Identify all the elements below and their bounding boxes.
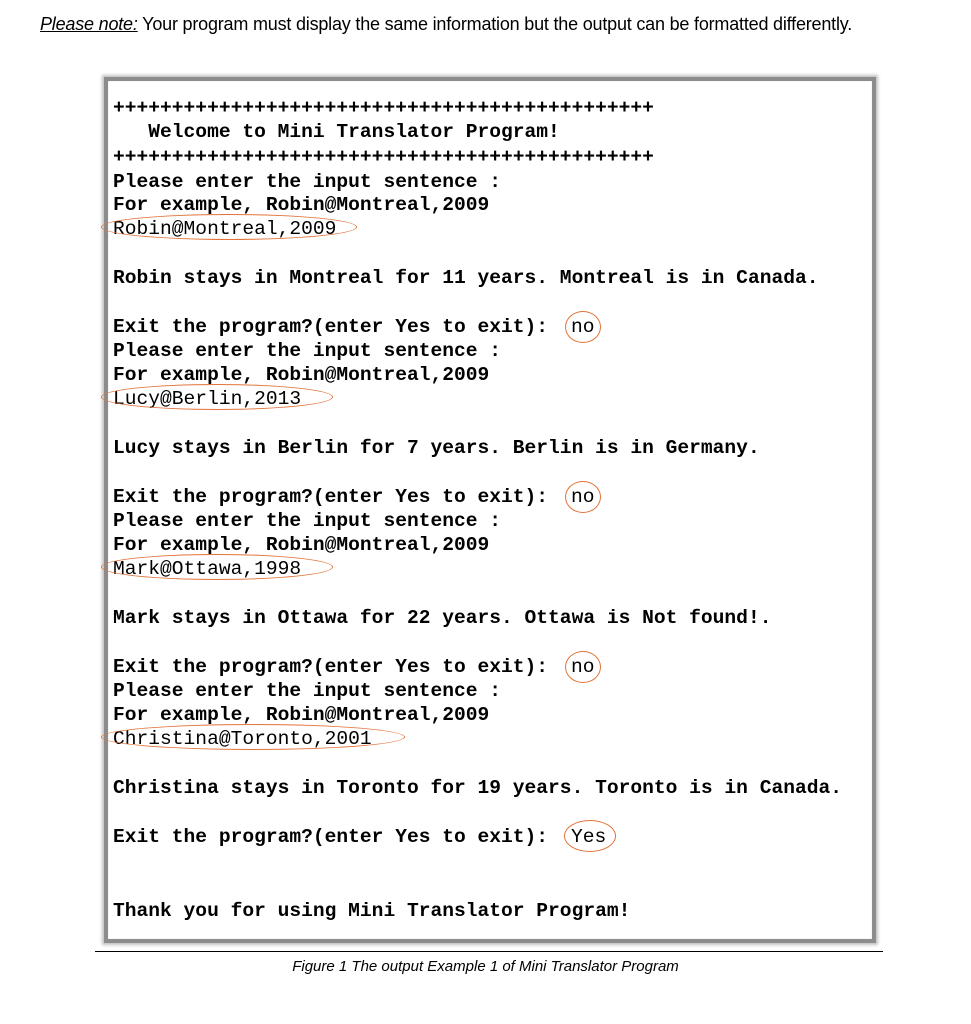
input-example: For example, Robin@Montreal,2009 — [113, 534, 490, 556]
welcome-message: Welcome to Mini Translator Program! — [113, 121, 560, 143]
exit-answer: no — [571, 656, 595, 678]
goodbye-message: Thank you for using Mini Translator Program! — [113, 900, 631, 922]
translation-result: Robin stays in Montreal for 11 years. Montreal is in Canada. — [113, 267, 819, 289]
input-prompt: Please enter the input sentence : — [113, 340, 502, 362]
user-input: Lucy@Berlin,2013 — [113, 388, 302, 410]
translation-result: Mark stays in Ottawa for 22 years. Ottawa is Not found!. — [113, 607, 772, 629]
exit-prompt: Exit the program?(enter Yes to exit): — [113, 656, 549, 678]
exit-prompt: Exit the program?(enter Yes to exit): — [113, 486, 549, 508]
input-prompt: Please enter the input sentence : — [113, 510, 502, 532]
banner-bottom: ++++++++++++++++++++++++++++++++++++++++++++++ — [113, 146, 654, 168]
user-input: Christina@Toronto,2001 — [113, 728, 372, 750]
please-note-text: Your program must display the same information but the output can be formatted differently. — [137, 14, 853, 34]
input-example: For example, Robin@Montreal,2009 — [113, 194, 490, 216]
exit-prompt: Exit the program?(enter Yes to exit): — [113, 316, 549, 338]
please-note — [40, 14, 852, 35]
figure-caption: Figure 1 The output Example 1 of Mini Translator Program — [292, 958, 679, 975]
caption-rule — [95, 951, 883, 952]
user-input: Robin@Montreal,2009 — [113, 218, 337, 240]
input-example: For example, Robin@Montreal,2009 — [113, 704, 490, 726]
input-example: For example, Robin@Montreal,2009 — [113, 364, 490, 386]
exit-prompt: Exit the program?(enter Yes to exit): — [113, 826, 549, 848]
please-note-label: Please note: — [40, 14, 138, 34]
translation-result: Christina stays in Toronto for 19 years. Toronto is in Canada. — [113, 777, 843, 799]
exit-answer: no — [571, 316, 595, 338]
translation-result: Lucy stays in Berlin for 7 years. Berlin is in Germany. — [113, 437, 760, 459]
exit-answer: Yes — [571, 826, 607, 848]
input-prompt: Please enter the input sentence : — [113, 171, 502, 193]
banner-top: ++++++++++++++++++++++++++++++++++++++++++++++ — [113, 97, 654, 119]
input-prompt: Please enter the input sentence : — [113, 680, 502, 702]
user-input: Mark@Ottawa,1998 — [113, 558, 302, 580]
exit-answer: no — [571, 486, 595, 508]
